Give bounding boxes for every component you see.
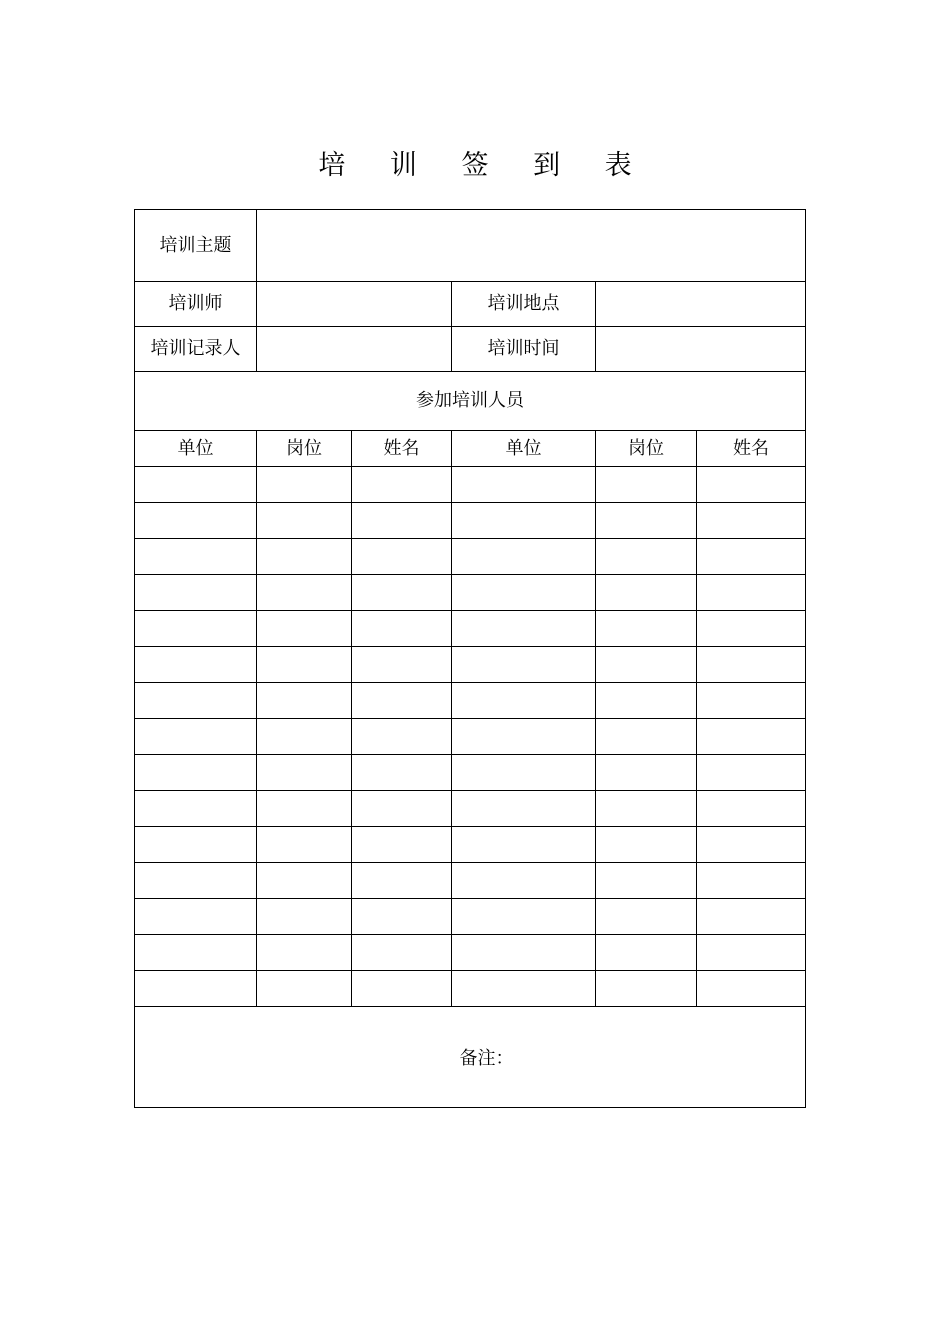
table-row <box>135 503 806 539</box>
signin-cell[interactable] <box>352 899 452 935</box>
signin-cell[interactable] <box>257 539 352 575</box>
signin-cell[interactable] <box>257 719 352 755</box>
signin-cell[interactable] <box>257 503 352 539</box>
signin-cell[interactable] <box>697 791 806 827</box>
signin-cell[interactable] <box>257 899 352 935</box>
signin-cell[interactable] <box>697 935 806 971</box>
column-header: 岗位 <box>596 431 697 467</box>
signin-cell[interactable] <box>135 935 257 971</box>
topic-field[interactable] <box>257 210 806 282</box>
signin-cell[interactable] <box>352 935 452 971</box>
signin-cell[interactable] <box>452 755 596 791</box>
signin-cell[interactable] <box>135 539 257 575</box>
signin-cell[interactable] <box>257 935 352 971</box>
signin-cell[interactable] <box>352 755 452 791</box>
signin-cell[interactable] <box>596 899 697 935</box>
signin-cell[interactable] <box>135 899 257 935</box>
signin-cell[interactable] <box>596 755 697 791</box>
signin-cell[interactable] <box>452 935 596 971</box>
signin-cell[interactable] <box>452 647 596 683</box>
signin-cell[interactable] <box>596 791 697 827</box>
signin-cell[interactable] <box>352 467 452 503</box>
signin-cell[interactable] <box>352 971 452 1007</box>
signin-cell[interactable] <box>452 791 596 827</box>
signin-cell[interactable] <box>352 719 452 755</box>
signin-cell[interactable] <box>452 719 596 755</box>
signin-cell[interactable] <box>257 791 352 827</box>
signin-cell[interactable] <box>452 467 596 503</box>
sign-in-form-table <box>134 209 806 1108</box>
notes-row <box>135 1007 806 1108</box>
table-row <box>135 971 806 1007</box>
table-row <box>135 755 806 791</box>
signin-cell[interactable] <box>596 683 697 719</box>
signin-cell[interactable] <box>697 467 806 503</box>
signin-cell[interactable] <box>697 647 806 683</box>
signin-cell[interactable] <box>135 683 257 719</box>
signin-cell[interactable] <box>697 971 806 1007</box>
signin-cell[interactable] <box>596 647 697 683</box>
signin-cell[interactable] <box>596 611 697 647</box>
signin-cell[interactable] <box>452 539 596 575</box>
column-header: 单位 <box>135 431 257 467</box>
signin-cell[interactable] <box>452 575 596 611</box>
recorder-row <box>135 327 806 372</box>
trainer-field[interactable] <box>257 282 452 327</box>
table-row <box>135 899 806 935</box>
signin-cell[interactable] <box>697 755 806 791</box>
signin-cell[interactable] <box>452 971 596 1007</box>
column-header: 岗位 <box>257 431 352 467</box>
signin-cell[interactable] <box>452 683 596 719</box>
signin-cell[interactable] <box>452 503 596 539</box>
signin-cell[interactable] <box>352 827 452 863</box>
signin-cell[interactable] <box>697 899 806 935</box>
document-title: 培 训 签 到 表 <box>318 150 650 181</box>
signin-cell[interactable] <box>452 863 596 899</box>
signin-cell[interactable] <box>135 575 257 611</box>
signin-cell[interactable] <box>135 863 257 899</box>
signin-cell[interactable] <box>257 755 352 791</box>
table-row <box>135 467 806 503</box>
signin-cell[interactable] <box>596 539 697 575</box>
table-row <box>135 611 806 647</box>
time-label: 培训时间 <box>452 327 596 372</box>
signin-cell[interactable] <box>135 719 257 755</box>
signin-cell[interactable] <box>452 827 596 863</box>
signin-cell[interactable] <box>135 755 257 791</box>
column-header-row <box>135 431 806 467</box>
signin-cell[interactable] <box>135 647 257 683</box>
signin-cell[interactable] <box>697 575 806 611</box>
signin-cell[interactable] <box>596 467 697 503</box>
signin-cell[interactable] <box>452 899 596 935</box>
signin-cell[interactable] <box>352 647 452 683</box>
signin-cell[interactable] <box>352 539 452 575</box>
signin-cell[interactable] <box>452 611 596 647</box>
signin-cell[interactable] <box>257 575 352 611</box>
notes-label: 备注： <box>459 1048 514 1069</box>
column-header: 姓名 <box>352 431 452 467</box>
signin-cell[interactable] <box>257 467 352 503</box>
signin-cell[interactable] <box>135 827 257 863</box>
signin-cell[interactable] <box>352 575 452 611</box>
participants-section-row <box>135 372 806 431</box>
signin-cell[interactable] <box>596 971 697 1007</box>
topic-row <box>135 210 806 282</box>
table-row <box>135 827 806 863</box>
signin-cell[interactable] <box>257 971 352 1007</box>
signin-cell[interactable] <box>596 503 697 539</box>
table-row <box>135 863 806 899</box>
signin-cell[interactable] <box>135 971 257 1007</box>
recorder-field[interactable] <box>257 327 452 372</box>
signin-cell[interactable] <box>352 503 452 539</box>
table-row <box>135 539 806 575</box>
signin-cell[interactable] <box>697 719 806 755</box>
location-label: 培训地点 <box>452 282 596 327</box>
signin-cell[interactable] <box>697 503 806 539</box>
signin-cell[interactable] <box>596 935 697 971</box>
topic-label: 培训主题 <box>135 210 257 282</box>
table-row <box>135 647 806 683</box>
signin-cell[interactable] <box>352 863 452 899</box>
recorder-label: 培训记录人 <box>135 327 257 372</box>
signin-cell[interactable] <box>257 863 352 899</box>
signin-cell[interactable] <box>596 719 697 755</box>
time-field[interactable] <box>596 327 806 372</box>
table-row <box>135 575 806 611</box>
signin-cell[interactable] <box>697 539 806 575</box>
signin-cell[interactable] <box>257 683 352 719</box>
table-row <box>135 719 806 755</box>
table-row <box>135 935 806 971</box>
notes-field[interactable] <box>135 1007 806 1108</box>
signin-cell[interactable] <box>697 863 806 899</box>
signin-cell[interactable] <box>697 827 806 863</box>
trainer-row <box>135 282 806 327</box>
signin-cell[interactable] <box>352 611 452 647</box>
signin-cell[interactable] <box>697 683 806 719</box>
signin-cell[interactable] <box>257 827 352 863</box>
signin-cell[interactable] <box>135 467 257 503</box>
signin-cell[interactable] <box>352 791 452 827</box>
signin-cell[interactable] <box>135 791 257 827</box>
signin-cell[interactable] <box>257 647 352 683</box>
signin-cell[interactable] <box>596 827 697 863</box>
signin-cell[interactable] <box>135 611 257 647</box>
location-field[interactable] <box>596 282 806 327</box>
signin-cell[interactable] <box>352 683 452 719</box>
signin-cell[interactable] <box>596 863 697 899</box>
table-row <box>135 683 806 719</box>
column-header: 单位 <box>452 431 596 467</box>
participants-heading: 参加培训人员 <box>135 372 806 431</box>
column-header: 姓名 <box>697 431 806 467</box>
signin-cell[interactable] <box>135 503 257 539</box>
trainer-label: 培训师 <box>135 282 257 327</box>
table-row <box>135 791 806 827</box>
signin-cell[interactable] <box>697 611 806 647</box>
signin-cell[interactable] <box>257 611 352 647</box>
signin-cell[interactable] <box>596 575 697 611</box>
